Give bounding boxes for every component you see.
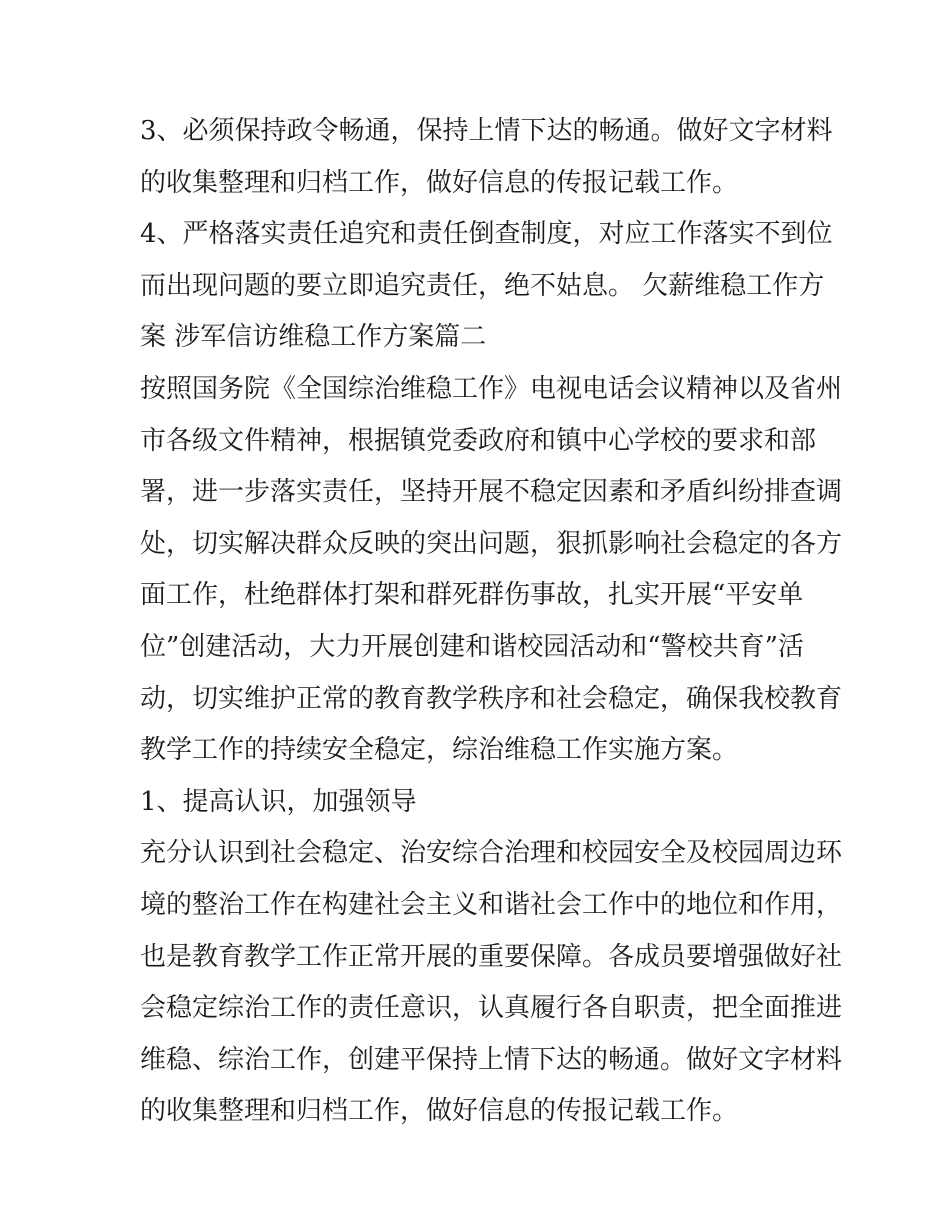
text-line: 处，切实解决群众反映的突出问题，狠抓影响社会稳定的各方 <box>140 528 843 559</box>
text-line: 按照国务院《全国综治维稳工作》电视电话会议精神以及省州 <box>140 373 843 404</box>
subsection-heading: 1、提高认识，加强领导 <box>140 786 417 817</box>
text-line: 维稳、综治工作，创建平保持上情下达的畅通。做好文字材料 <box>140 1044 843 1075</box>
text-line: 的收集整理和归档工作，做好信息的传报记载工作。 <box>140 1096 739 1127</box>
document-body <box>140 106 843 1138</box>
text-line: 位”创建活动，大力开展创建和谐校园活动和“警校共育”活 <box>140 631 804 662</box>
text-line: 充分认识到社会稳定、治安综合治理和校园安全及校园周边环 <box>140 838 843 869</box>
text-line: 的收集整理和归档工作，做好信息的传报记载工作。 <box>140 167 739 198</box>
text-line: 教学工作的持续安全稳定，综治维稳工作实施方案。 <box>140 735 739 766</box>
text-line: 会稳定综治工作的责任意识，认真履行各自职责，把全面推进 <box>140 993 843 1024</box>
text-line: 动，切实维护正常的教育教学秩序和社会稳定，确保我校教育 <box>140 683 843 714</box>
text-line: 也是教育教学工作正常开展的重要保障。各成员要增强做好社 <box>140 941 843 972</box>
text-line: 署，进一步落实责任，坚持开展不稳定因素和矛盾纠纷排查调 <box>140 477 843 508</box>
text-line: 市各级文件精神，根据镇党委政府和镇中心学校的要求和部 <box>140 425 817 456</box>
section-heading: 案 涉军信访维稳工作方案篇二 <box>140 322 487 353</box>
text-line: 4、严格落实责任追究和责任倒查制度，对应工作落实不到位 <box>140 219 833 250</box>
text-line: 3、必须保持政令畅通，保持上情下达的畅通。做好文字材料 <box>140 116 833 146</box>
text-line: 而出现问题的要立即追究责任，绝不姑息。 欠薪维稳工作方 <box>140 270 825 301</box>
text-line: 面工作，杜绝群体打架和群死群伤事故，扎实开展“平安单 <box>140 580 804 611</box>
text-line: 境的整治工作在构建社会主义和谐社会工作中的地位和作用， <box>140 889 843 920</box>
